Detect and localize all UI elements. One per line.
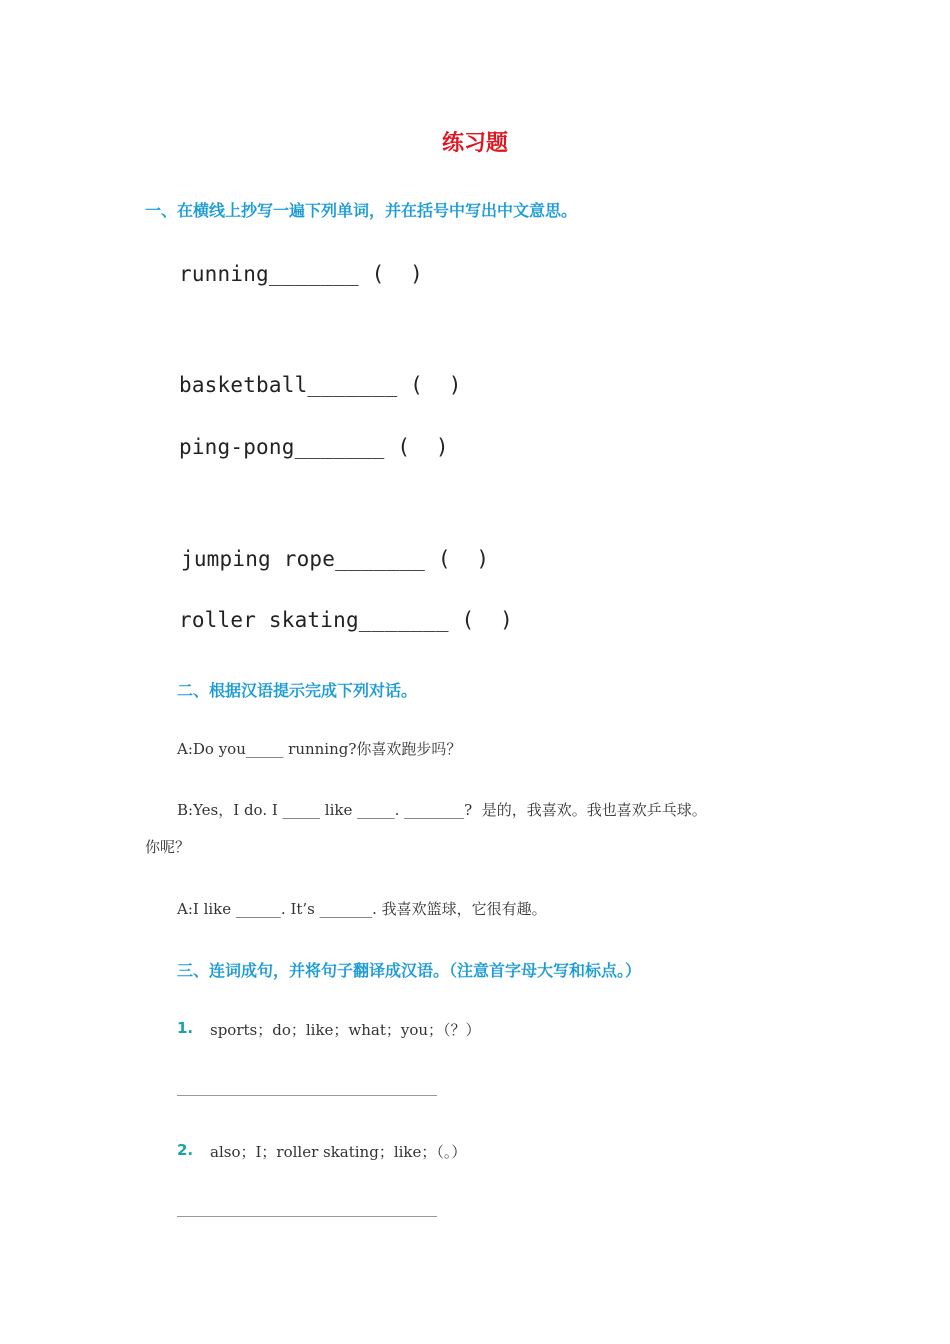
question-number: 2. <box>177 1141 194 1159</box>
question-text: sports；do；like；what；you；（？） <box>210 1021 481 1039</box>
dialog-line-a1: A:Do you_____ running?你喜欢跑步吗？ <box>177 740 462 758</box>
section3-heading: 三、连词成句，并将句子翻译成汉语。（注意首字母大写和标点。） <box>177 961 642 980</box>
section2-heading: 二、根据汉语提示完成下列对话。 <box>177 681 418 700</box>
question-text: also；I；roller skating；like；（。） <box>210 1143 467 1161</box>
dialog-line-b1: B:Yes，I do. I _____ like _____. ________? 是的，我喜欢。我也喜欢乒乓球。 <box>177 801 707 819</box>
answer-line <box>177 1216 437 1217</box>
answer-line <box>177 1095 437 1096</box>
dialog-line-a2: A:I like ______. It’s _______. 我喜欢篮球，它很有趣。 <box>177 900 547 918</box>
word-item-jumping-rope: jumping rope_______ ( ) <box>181 547 490 571</box>
word-item-basketball: basketball_______ ( ) <box>179 373 462 397</box>
word-item-running: running_______ ( ) <box>179 262 424 286</box>
page-title: 练习题 <box>441 131 508 156</box>
word-item-ping-pong: ping-pong_______ ( ) <box>179 435 449 459</box>
word-item-roller-skating: roller skating_______ ( ) <box>179 608 513 632</box>
question-number: 1. <box>177 1019 194 1037</box>
dialog-line-b1-continued: 你呢？ <box>145 838 191 856</box>
section1-heading: 一、在横线上抄写一遍下列单词，并在括号中写出中文意思。 <box>145 201 578 220</box>
